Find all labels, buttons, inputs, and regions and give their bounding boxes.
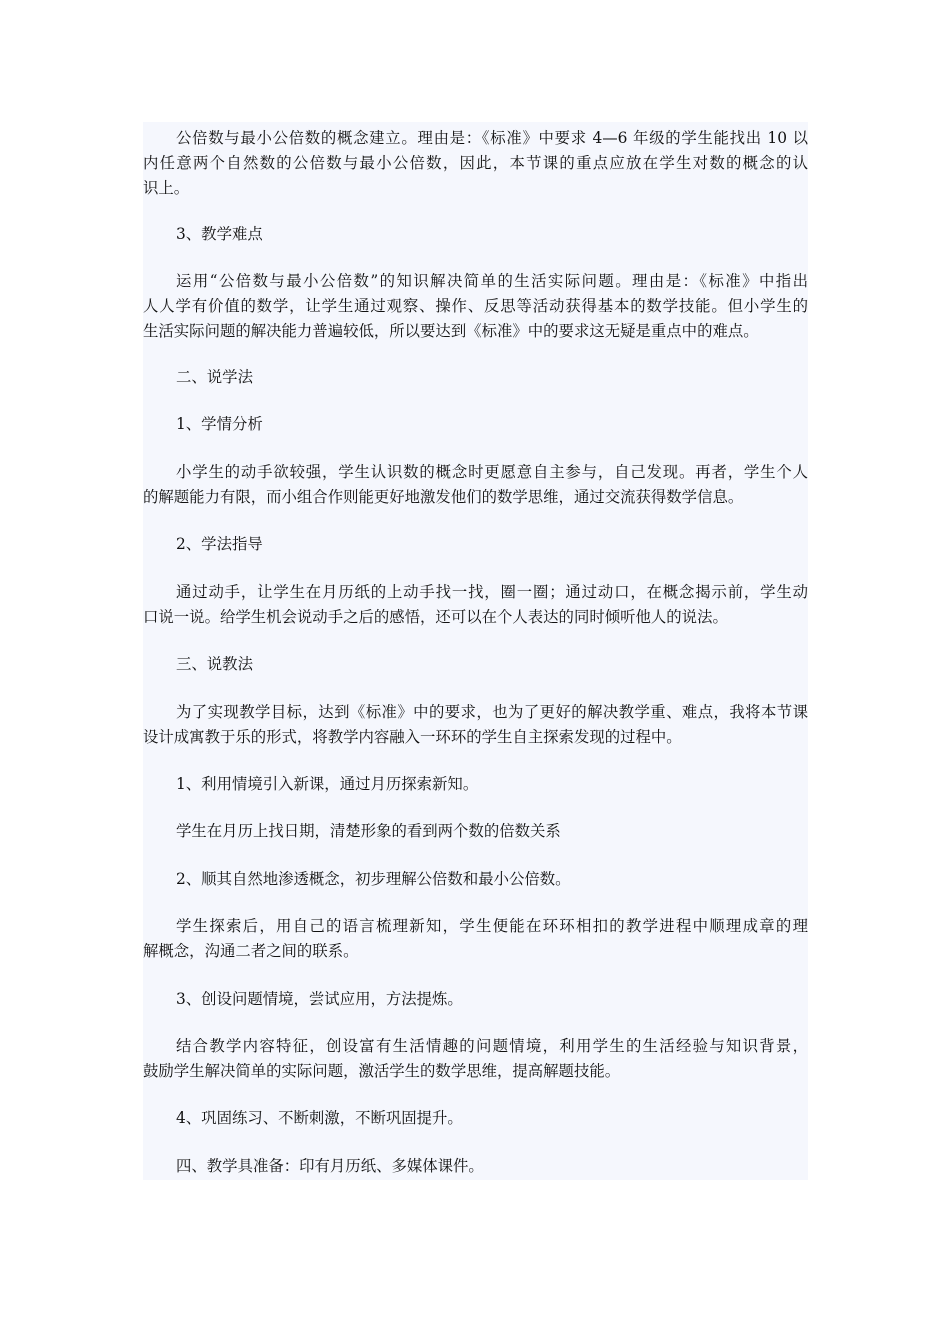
- paragraph-student-analysis: [143, 460, 808, 510]
- text-line: 3、创设问题情境，尝试应用，方法提炼。: [176, 990, 463, 1008]
- heading-teaching-method: [143, 652, 808, 677]
- text-line: 四、教学具准备：印有月历纸、多媒体课件。: [176, 1157, 484, 1175]
- text-line: 通过动手，让学生在月历纸的上动手找一找，圈一圈；通过动口，在概念揭示前，学生动: [176, 583, 808, 601]
- text-line: 小学生的动手欲较强，学生认识数的概念时更愿意自主参与，自己发现。再者，学生个人: [176, 463, 808, 481]
- heading-learning-method: [143, 365, 808, 390]
- text-line: 公倍数与最小公倍数的概念建立。理由是：《标准》中要求 4—6 年级的学生能找出 10 以: [176, 129, 808, 147]
- text-line: 内任意两个自然数的公倍数与最小公倍数，因此，本节课的重点应放在学生对数的概念的认: [143, 154, 808, 172]
- text-line: 生活实际问题的解决能力普遍较低，所以要达到《标准》中的要求这无疑是重点中的难点。: [143, 322, 759, 340]
- text-line: 识上。: [143, 179, 190, 197]
- text-line: 学生在月历上找日期，清楚形象的看到两个数的倍数关系: [176, 822, 561, 840]
- text-line: 二、说学法: [176, 368, 253, 386]
- text-line: 2、学法指导: [176, 535, 263, 553]
- text-line: 的解题能力有限，而小组合作则能更好地激发他们的数学思维，通过交流获得数学信息。: [143, 488, 744, 506]
- text-line: 人人学有价值的数学，让学生通过观察、操作、反思等活动获得基本的数学技能。但小学生的: [143, 297, 808, 315]
- document-body: [143, 122, 808, 1180]
- text-line: 鼓励学生解决简单的实际问题，激活学生的数学思维，提高解题技能。: [143, 1062, 621, 1080]
- text-line: 4、巩固练习、不断刺激，不断巩固提升。: [176, 1109, 463, 1127]
- heading-step-1: [143, 772, 808, 797]
- heading-step-2: [143, 867, 808, 892]
- paragraph-key-point-reason: [143, 126, 808, 201]
- text-line: 学生探索后，用自己的语言梳理新知，学生便能在环环相扣的教学进程中顺理成章的理: [176, 917, 808, 935]
- paragraph-step-1: [143, 819, 808, 844]
- heading-learning-guidance: [143, 532, 808, 557]
- paragraph-step-2: [143, 914, 808, 964]
- text-line: 运用“公倍数与最小公倍数”的知识解决简单的生活实际问题。理由是：《标准》中指出: [176, 272, 808, 290]
- heading-student-analysis: [143, 412, 808, 437]
- text-line: 为了实现教学目标，达到《标准》中的要求，也为了更好的解决教学重、难点，我将本节课: [176, 703, 808, 721]
- text-line: 结合教学内容特征，创设富有生活情趣的问题情境，利用学生的生活经验与知识背景，: [176, 1037, 808, 1055]
- heading-teaching-difficulty: [143, 222, 808, 247]
- heading-teaching-aids: [143, 1154, 808, 1179]
- text-line: 口说一说。给学生机会说动手之后的感悟，还可以在个人表达的同时倾听他人的说法。: [143, 608, 728, 626]
- text-line: 1、利用情境引入新课，通过月历探索新知。: [176, 775, 479, 793]
- paragraph-step-3: [143, 1034, 808, 1084]
- text-line: 设计成寓教于乐的形式，将教学内容融入一环环的学生自主探索发现的过程中。: [143, 728, 682, 746]
- paragraph-difficulty-reason: [143, 269, 808, 344]
- paragraph-teaching-method: [143, 700, 808, 750]
- text-line: 3、教学难点: [176, 225, 263, 243]
- text-line: 三、说教法: [176, 655, 253, 673]
- text-line: 2、顺其自然地渗透概念，初步理解公倍数和最小公倍数。: [176, 870, 571, 888]
- heading-step-3: [143, 987, 808, 1012]
- paragraph-learning-guidance: [143, 580, 808, 630]
- heading-step-4: [143, 1106, 808, 1131]
- text-line: 1、学情分析: [176, 415, 263, 433]
- text-line: 解概念，沟通二者之间的联系。: [143, 942, 359, 960]
